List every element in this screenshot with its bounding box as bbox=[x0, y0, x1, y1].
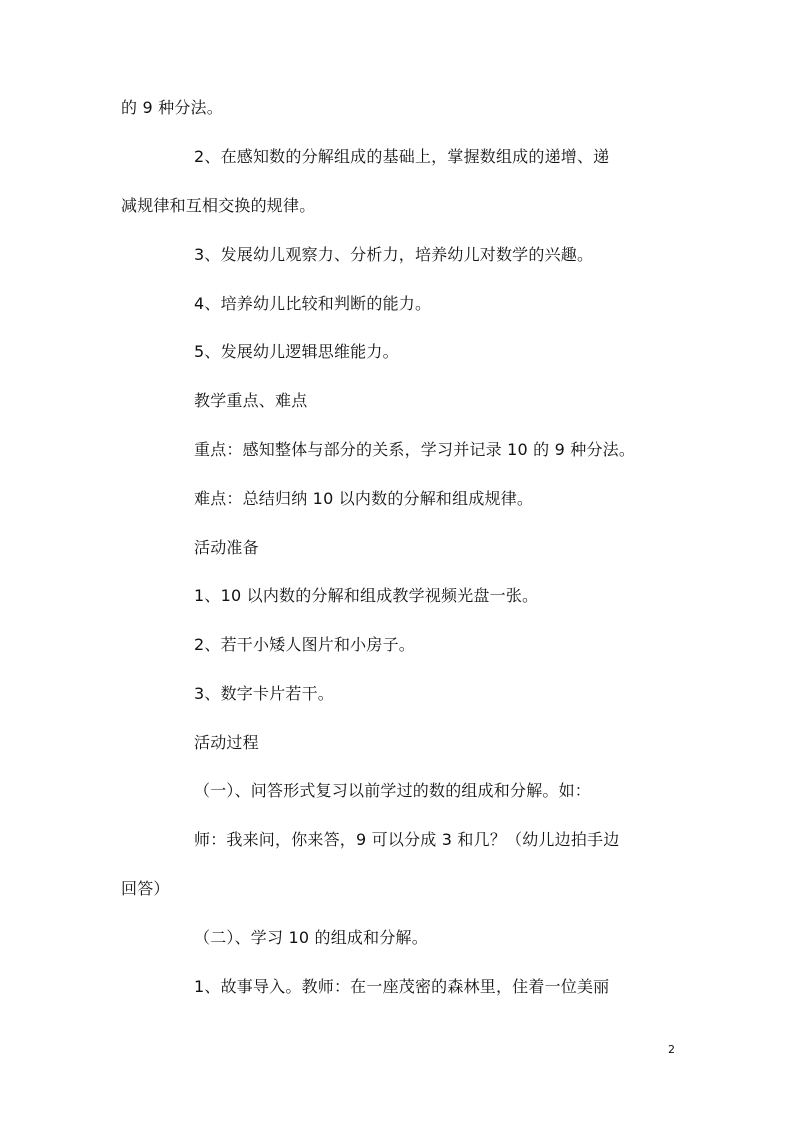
text-line: 回答） bbox=[121, 879, 170, 898]
text-line: 难点：总结归纳 10 以内数的分解和组成规律。 bbox=[194, 489, 534, 508]
text-line: （一）、问答形式复习以前学过的数的组成和分解。如： bbox=[194, 781, 592, 800]
section-heading: 活动准备 bbox=[194, 538, 259, 557]
page-number: 2 bbox=[668, 1043, 675, 1056]
text-line: 重点：感知整体与部分的关系，学习并记录 10 的 9 种分法。 bbox=[194, 440, 636, 459]
text-line: 4、培养幼儿比较和判断的能力。 bbox=[194, 294, 432, 313]
text-line: 减规律和互相交换的规律。 bbox=[121, 196, 316, 215]
text-line: （二）、学习 10 的组成和分解。 bbox=[194, 928, 428, 947]
text-line: 师：我来问，你来答，9 可以分成 3 和几？（幼儿边拍手边 bbox=[194, 830, 620, 849]
text-line: 2、在感知数的分解组成的基础上，掌握数组成的递增、递 bbox=[194, 147, 610, 166]
text-line: 1、10 以内数的分解和组成教学视频光盘一张。 bbox=[194, 586, 539, 605]
text-line: 2、若干小矮人图片和小房子。 bbox=[194, 635, 415, 654]
section-heading: 教学重点、难点 bbox=[194, 391, 308, 410]
text-line: 的 9 种分法。 bbox=[121, 98, 223, 117]
text-line: 5、发展幼儿逻辑思维能力。 bbox=[194, 342, 399, 361]
text-line: 1、故事导入。教师：在一座茂密的森林里，住着一位美丽 bbox=[194, 977, 610, 996]
section-heading: 活动过程 bbox=[194, 733, 259, 752]
text-line: 3、数字卡片若干。 bbox=[194, 684, 334, 703]
text-line: 3、发展幼儿观察力、分析力，培养幼儿对数学的兴趣。 bbox=[194, 245, 594, 264]
